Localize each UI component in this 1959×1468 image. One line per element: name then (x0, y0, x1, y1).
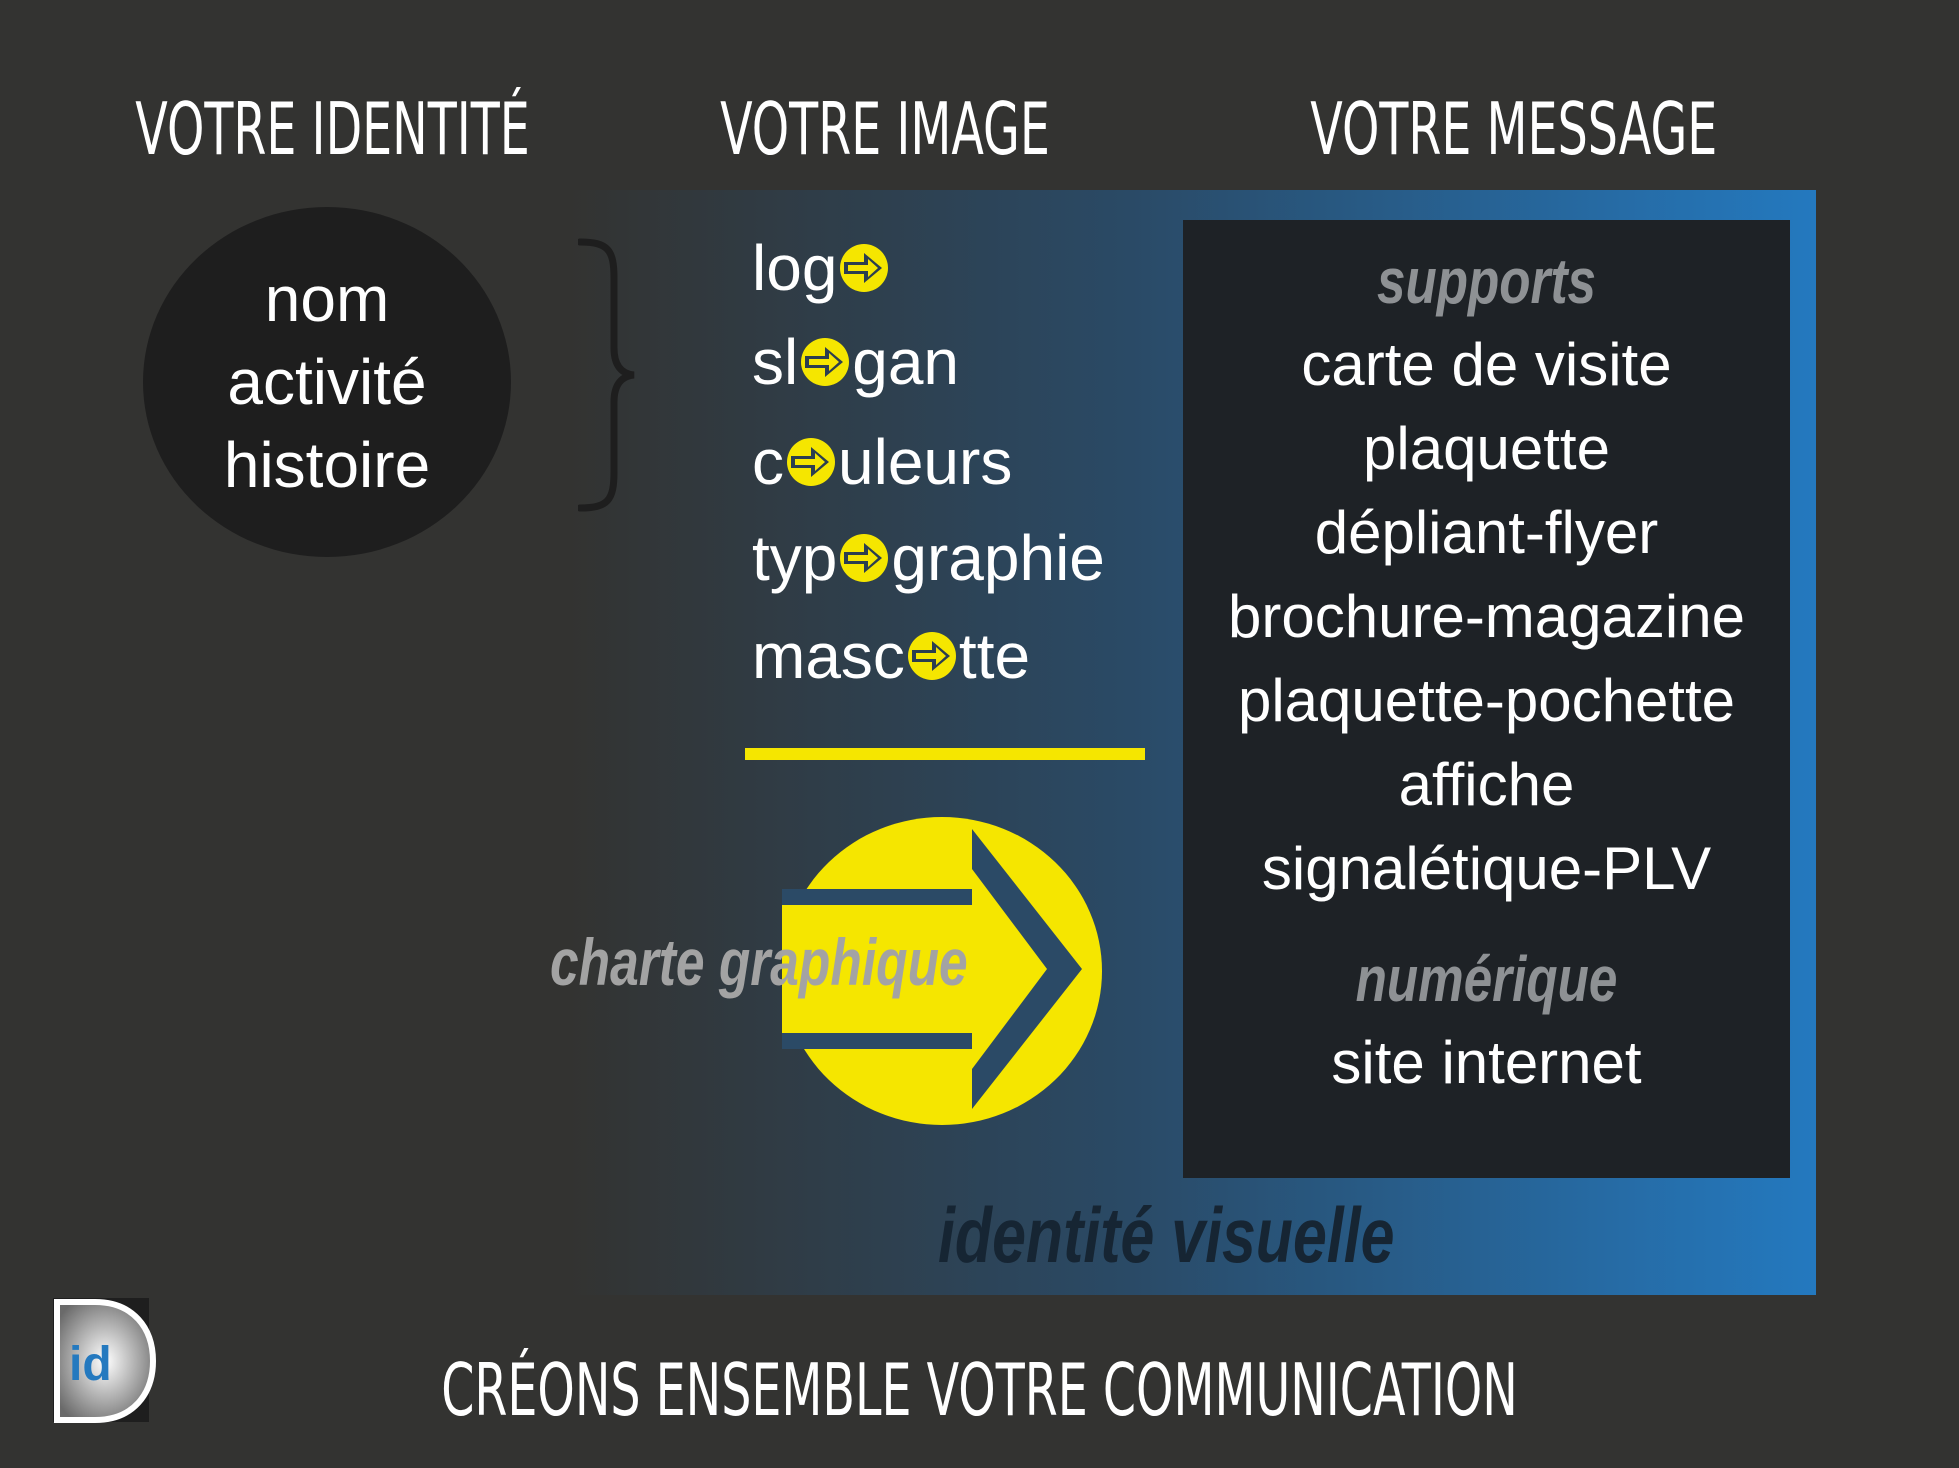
numerique-heading: numérique (1355, 943, 1618, 1015)
image-item-mascotte-after: tte (958, 620, 1031, 692)
image-item-couleurs (752, 422, 1012, 502)
image-item-slogan (752, 322, 959, 402)
heading-votre-message: VOTRE MESSAGE (1310, 87, 1718, 171)
support-item: carte de visite (1301, 331, 1672, 398)
footer-tagline: CRÉONS ENSEMBLE VOTRE COMMUNICATION (441, 1348, 1518, 1432)
image-item-mascotte-before: masc (752, 620, 905, 692)
supports-box (1183, 220, 1790, 1178)
image-item-logo-before: log (752, 232, 838, 304)
image-item-slogan-before: sl (752, 326, 799, 398)
identity-circle (143, 207, 511, 557)
supports-heading: supports (1376, 245, 1597, 317)
curly-brace-icon (578, 238, 638, 513)
heading-votre-image: VOTRE IMAGE (720, 87, 1050, 171)
image-item-couleurs-before: c (752, 426, 784, 498)
support-item: brochure-magazine (1228, 583, 1745, 650)
yellow-arrow-o-icon (838, 242, 890, 294)
yellow-arrow-o-icon (838, 532, 890, 584)
charte-graphique-label: charte graphique (550, 925, 968, 999)
support-item: affiche (1398, 751, 1575, 818)
heading-votre-identite: VOTRE IDENTITÉ (135, 87, 530, 171)
numerique-item: site internet (1331, 1029, 1642, 1096)
yellow-arrow-o-icon (785, 436, 837, 488)
logo-text: id (69, 1338, 112, 1391)
identity-item-nom: nom (264, 262, 390, 335)
image-item-couleurs-after: uleurs (838, 426, 1013, 498)
image-item-mascotte (752, 616, 1030, 696)
support-item: signalétique-PLV (1261, 835, 1712, 902)
id-letter-d-logo (53, 1298, 157, 1424)
image-item-typographie-before: typ (752, 522, 838, 594)
support-item: plaquette (1363, 415, 1610, 482)
image-item-typographie-after: graphie (891, 522, 1105, 594)
image-item-logo (752, 228, 891, 308)
yellow-divider (745, 748, 1145, 760)
identity-item-activite: activité (227, 345, 427, 418)
support-item: dépliant-flyer (1314, 499, 1659, 566)
yellow-arrow-o-icon (799, 336, 851, 388)
identite-visuelle-label: identité visuelle (938, 1191, 1395, 1279)
identity-item-histoire: histoire (223, 428, 431, 501)
image-item-typographie (752, 518, 1105, 598)
yellow-arrow-o-icon (906, 630, 958, 682)
image-item-slogan-after: gan (852, 326, 959, 398)
support-item: plaquette-pochette (1237, 667, 1736, 734)
